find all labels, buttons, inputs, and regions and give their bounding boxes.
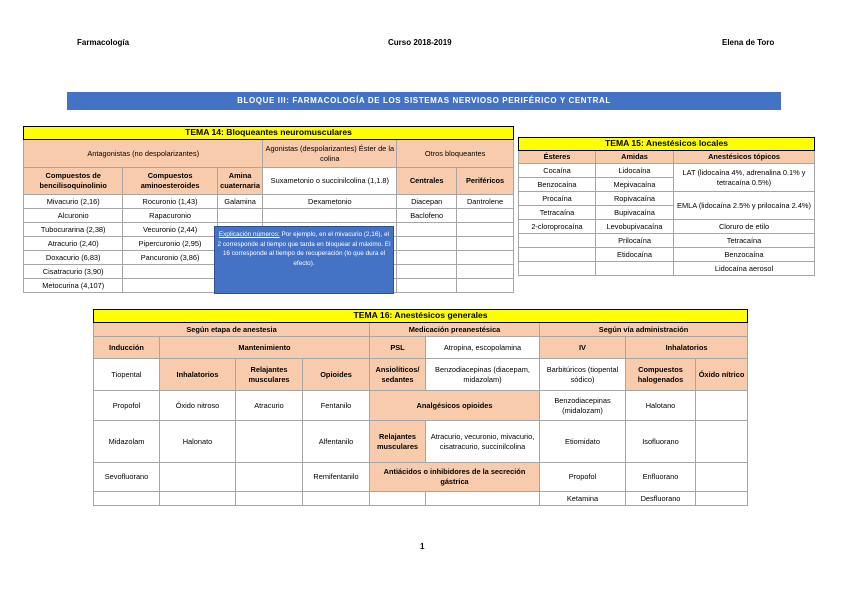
cell: Mepivacaína: [596, 178, 674, 192]
cell: Dexametonio: [263, 195, 397, 209]
cell: Alcuronio: [24, 209, 123, 223]
cell: [370, 492, 426, 506]
perifericos-header: Periféricos: [457, 168, 514, 195]
note-label: Explicación números:: [218, 231, 280, 238]
agonist-value: Suxametonio o succinilcolina (1,1.8): [263, 168, 397, 195]
cell: Pancuronio (3,86): [123, 251, 217, 265]
explanation-note: [214, 226, 394, 294]
cell: Baclofeno: [397, 209, 457, 223]
cell: Atracurio: [236, 391, 303, 421]
analgesicos-header: Analgésicos opioides: [370, 391, 540, 421]
antagonistas-header: Antagonistas (no despolarizantes): [24, 140, 263, 168]
cell: [519, 234, 596, 248]
antiacidos-header: Antiácidos o inhibidores de la secreción gástrica: [370, 463, 540, 492]
inhalatorios-header: Inhalatorios: [626, 337, 748, 359]
cell: [397, 251, 457, 265]
cell: Atracurio (2,40): [24, 237, 123, 251]
cell: [696, 391, 748, 421]
cell: [457, 265, 514, 279]
cell: Desfluorano: [626, 492, 696, 506]
cell: [426, 492, 540, 506]
cell: [457, 223, 514, 237]
cell: Midazolam: [94, 421, 160, 463]
cell: Prilocaína: [596, 234, 674, 248]
cell: LAT (lidocaína 4%, adrenalina 0.1% y tetracaína 0.5%): [674, 164, 815, 192]
cell: Alfentanilo: [303, 421, 370, 463]
cell: Galamina: [217, 195, 263, 209]
tema15-title: TEMA 15: Anestésicos locales: [519, 138, 815, 151]
cell: Etidocaína: [596, 248, 674, 262]
cell: [303, 492, 370, 506]
cell: [596, 262, 674, 276]
cell: Ketamina: [540, 492, 626, 506]
cell: Procaína: [519, 192, 596, 206]
cell: Rapacuronio: [123, 209, 217, 223]
cell: [123, 265, 217, 279]
cell: [123, 279, 217, 293]
cell: Fentanilo: [303, 391, 370, 421]
cell: Óxido nítrico: [696, 359, 748, 391]
cell: Cocaína: [519, 164, 596, 178]
cell: Lidocaína: [596, 164, 674, 178]
cell: [397, 237, 457, 251]
cell: Levobupivacaína: [596, 220, 674, 234]
cell: Tiopental: [94, 359, 160, 391]
iv-header: IV: [540, 337, 626, 359]
cell: [457, 209, 514, 223]
cell: [696, 492, 748, 506]
cell: Benzodiacepinas (diacepam, midazolam): [426, 359, 540, 391]
block-banner: BLOQUE III: FARMACOLOGÍA DE LOS SISTEMAS NERVIOSO PERIFÉRICO Y CENTRAL: [67, 92, 781, 110]
cell: Halotano: [626, 391, 696, 421]
cell: Mivacurio (2,16): [24, 195, 123, 209]
tema14-title: TEMA 14: Bloqueantes neuromusculares: [24, 127, 514, 140]
esteres-header: Ésteres: [519, 151, 596, 164]
cell: Metocurina (4,107): [24, 279, 123, 293]
cell: [94, 492, 160, 506]
header-right: Elena de Toro: [722, 38, 775, 47]
amino-header: Compuestos aminoesteroides: [123, 168, 217, 195]
cell: 2-cloroprocaína: [519, 220, 596, 234]
cell: [397, 223, 457, 237]
cell: Benzocaína: [519, 178, 596, 192]
otros-header: Otros bloqueantes: [397, 140, 514, 168]
cell: [160, 463, 236, 492]
cell: Relajantes musculares: [236, 359, 303, 391]
cell: Compuestos halogenados: [626, 359, 696, 391]
header-left: Farmacología: [77, 38, 130, 47]
cell: Cloruro de etilo: [674, 220, 815, 234]
atropina-cell: Atropina, escopolamina: [426, 337, 540, 359]
cell: Ansiolíticos/ sedantes: [370, 359, 426, 391]
cell: [696, 463, 748, 492]
cell: Enfluorano: [626, 463, 696, 492]
cell: Relajantes musculares: [370, 421, 426, 463]
cell: Benzodiacepinas (midalozam): [540, 391, 626, 421]
cell: Propofol: [540, 463, 626, 492]
cell: [457, 279, 514, 293]
cell: [236, 463, 303, 492]
mantenimiento-header: Mantenimiento: [160, 337, 370, 359]
medicacion-header: Medicación preanestésica: [370, 323, 540, 337]
cell: Halonato: [160, 421, 236, 463]
induccion-header: Inducción: [94, 337, 160, 359]
cell: Barbitúricos (tiopental sódico): [540, 359, 626, 391]
cell: Bupivacaína: [596, 206, 674, 220]
cell: Doxacurio (6,83): [24, 251, 123, 265]
cell: Isofluorano: [626, 421, 696, 463]
cell: [160, 492, 236, 506]
page-number: 1: [420, 542, 425, 551]
note-text: Por ejemplo, en el mivacurio (2,16), el 2 corresponde al tiempo que tarda en bloquear al máximo. El 16 corresponde al tiempo de recuperación (lo que dura el efecto).: [217, 231, 391, 267]
cell: Rocuronio (1,43): [123, 195, 217, 209]
psl-header: PSL: [370, 337, 426, 359]
cell: [696, 421, 748, 463]
via-header: Según vía administración: [540, 323, 748, 337]
cell: [263, 209, 397, 223]
cell: Óxido nitroso: [160, 391, 236, 421]
centrales-header: Centrales: [397, 168, 457, 195]
topicos-header: Anestésicos tópicos: [674, 151, 815, 164]
tema16-title: TEMA 16: Anestésicos generales: [94, 310, 748, 323]
cell: Tubocurarina (2,38): [24, 223, 123, 237]
tema16-table: [93, 309, 748, 506]
cell: Sevofluorano: [94, 463, 160, 492]
cell: Opioides: [303, 359, 370, 391]
cell: Etiomidato: [540, 421, 626, 463]
cell: Atracurio, vecuronio, mivacurio, cisatracurio, succinilcolina: [426, 421, 540, 463]
bencil-header: Compuestos de bencilisoquinolinio: [24, 168, 123, 195]
etapa-header: Según etapa de anestesia: [94, 323, 370, 337]
cell: Inhalatorios: [160, 359, 236, 391]
cell: Remifentanilo: [303, 463, 370, 492]
cell: [457, 251, 514, 265]
cell: Vecuronio (2,44): [123, 223, 217, 237]
cell: Benzocaína: [674, 248, 815, 262]
amidas-header: Amidas: [596, 151, 674, 164]
cell: [236, 492, 303, 506]
header-center: Curso 2018-2019: [388, 38, 452, 47]
cell: [236, 421, 303, 463]
tema15-table: [518, 137, 815, 276]
cell: Ropivacaína: [596, 192, 674, 206]
cell: Dantrolene: [457, 195, 514, 209]
cell: Tetracaína: [674, 234, 815, 248]
amina-header: Amina cuaternaria: [217, 168, 263, 195]
cell: [397, 279, 457, 293]
cell: [519, 248, 596, 262]
cell: [519, 262, 596, 276]
agonistas-header: Agonistas (despolarizantes) Éster de la colina: [263, 140, 397, 168]
cell: EMLA (lidocaína 2.5% y prilocaína 2.4%): [674, 192, 815, 220]
cell: [397, 265, 457, 279]
cell: [217, 209, 263, 223]
cell: Cisatracurio (3,90): [24, 265, 123, 279]
cell: Lidocaína aerosol: [674, 262, 815, 276]
cell: [457, 237, 514, 251]
cell: Diacepan: [397, 195, 457, 209]
cell: Propofol: [94, 391, 160, 421]
cell: Pipercuronio (2,95): [123, 237, 217, 251]
cell: Tetracaína: [519, 206, 596, 220]
